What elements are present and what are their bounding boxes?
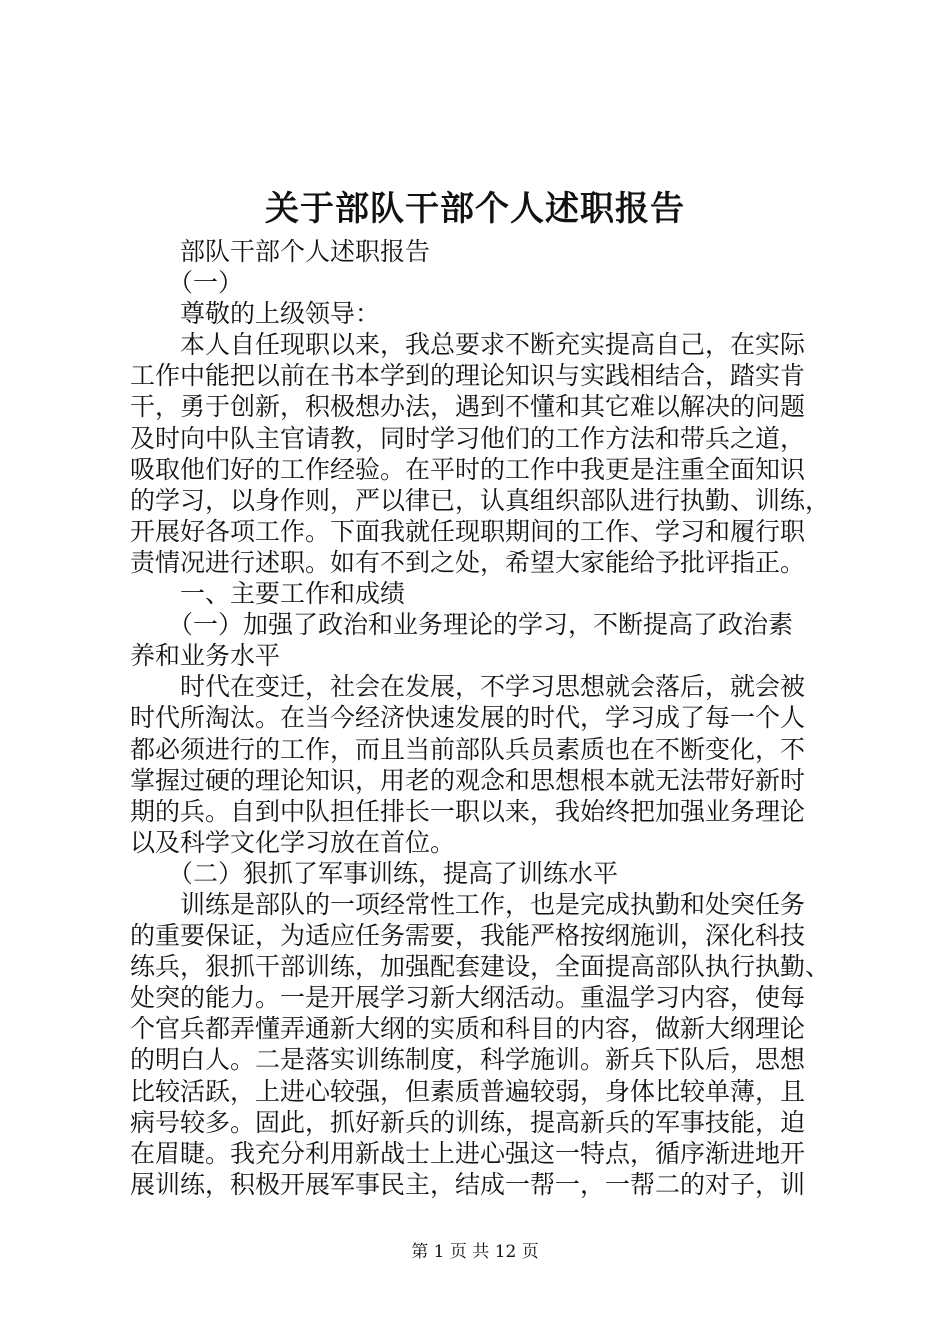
text-line: 在眉睫。我充分利用新战士上进心强这一特点，循序渐进地开 <box>130 1138 806 1168</box>
page-number: 第 1 页 共 12 页 <box>411 1242 539 1262</box>
text-line: 展训练，积极开展军事民主，结成一帮一，一帮二的对子，训 <box>130 1169 806 1199</box>
page-footer <box>0 1240 950 1264</box>
text-line: 比较活跃，上进心较强，但素质普遍较弱，身体比较单薄，且 <box>130 1076 806 1106</box>
text-line: 的重要保证，为适应任务需要，我能严格按纲施训，深化科技 <box>130 921 806 951</box>
text-line: 时代所淘汰。在当今经济快速发展的时代，学习成了每一个人 <box>130 703 806 733</box>
text-line: 养和业务水平 <box>130 641 281 671</box>
text-line: 工作中能把以前在书本学到的理论知识与实践相结合，踏实肯 <box>130 361 806 391</box>
text-line: 处突的能力。一是开展学习新大纲活动。重温学习内容，使每 <box>130 983 806 1013</box>
text-line: 本人自任现职以来，我总要求不断充实提高自己，在实际 <box>180 330 806 360</box>
text-line: 及时向中队主官请教，同时学习他们的工作方法和带兵之道， <box>130 423 806 453</box>
document-body <box>130 236 830 1200</box>
text-line: （一） <box>168 268 244 298</box>
text-line: 的学习，以身作则，严以律已，认真组织部队进行执勤、训练， <box>130 485 831 515</box>
text-line: 病号较多。固此，抓好新兵的训练，提高新兵的军事技能，迫 <box>130 1107 806 1137</box>
text-line: 时代在变迁，社会在发展，不学习思想就会落后，就会被 <box>180 672 806 702</box>
text-line: 训练是部队的一项经常性工作，也是完成执勤和处突任务 <box>180 889 806 919</box>
text-line: 个官兵都弄懂弄通新大纲的实质和科目的内容，做新大纲理论 <box>130 1014 806 1044</box>
text-line: 掌握过硬的理论知识，用老的观念和思想根本就无法带好新时 <box>130 765 806 795</box>
text-line: 练兵，狠抓干部训练，加强配套建设，全面提高部队执行执勤、 <box>130 952 831 982</box>
text-line: 尊敬的上级领导： <box>180 299 381 329</box>
text-line: 部队干部个人述职报告 <box>180 237 431 266</box>
text-line: 期的兵。自到中队担任排长一职以来，我始终把加强业务理论 <box>130 796 806 826</box>
subsection-heading: （一）加强了政治和业务理论的学习，不断提高了政治素 <box>168 610 794 640</box>
text-line: 都必须进行的工作，而且当前部队兵员素质也在不断变化，不 <box>130 734 806 764</box>
text-line: 吸取他们好的工作经验。在平时的工作中我更是注重全面知识 <box>130 454 806 484</box>
subsection-heading: （二）狠抓了军事训练，提高了训练水平 <box>168 858 619 888</box>
text-line: 干，勇于创新，积极想办法，遇到不懂和其它难以解决的问题 <box>130 392 806 422</box>
text-line: 以及科学文化学习放在首位。 <box>130 827 456 857</box>
section-heading: 一、主要工作和成绩 <box>180 579 406 609</box>
text-line: 责情况进行述职。如有不到之处，希望大家能给予批评指正。 <box>130 547 806 577</box>
document-title: 关于部队干部个人述职报告 <box>265 189 685 229</box>
text-line: 的明白人。二是落实训练制度，科学施训。新兵下队后，思想 <box>130 1045 806 1075</box>
text-line: 开展好各项工作。下面我就任现职期间的工作、学习和履行职 <box>130 516 806 546</box>
